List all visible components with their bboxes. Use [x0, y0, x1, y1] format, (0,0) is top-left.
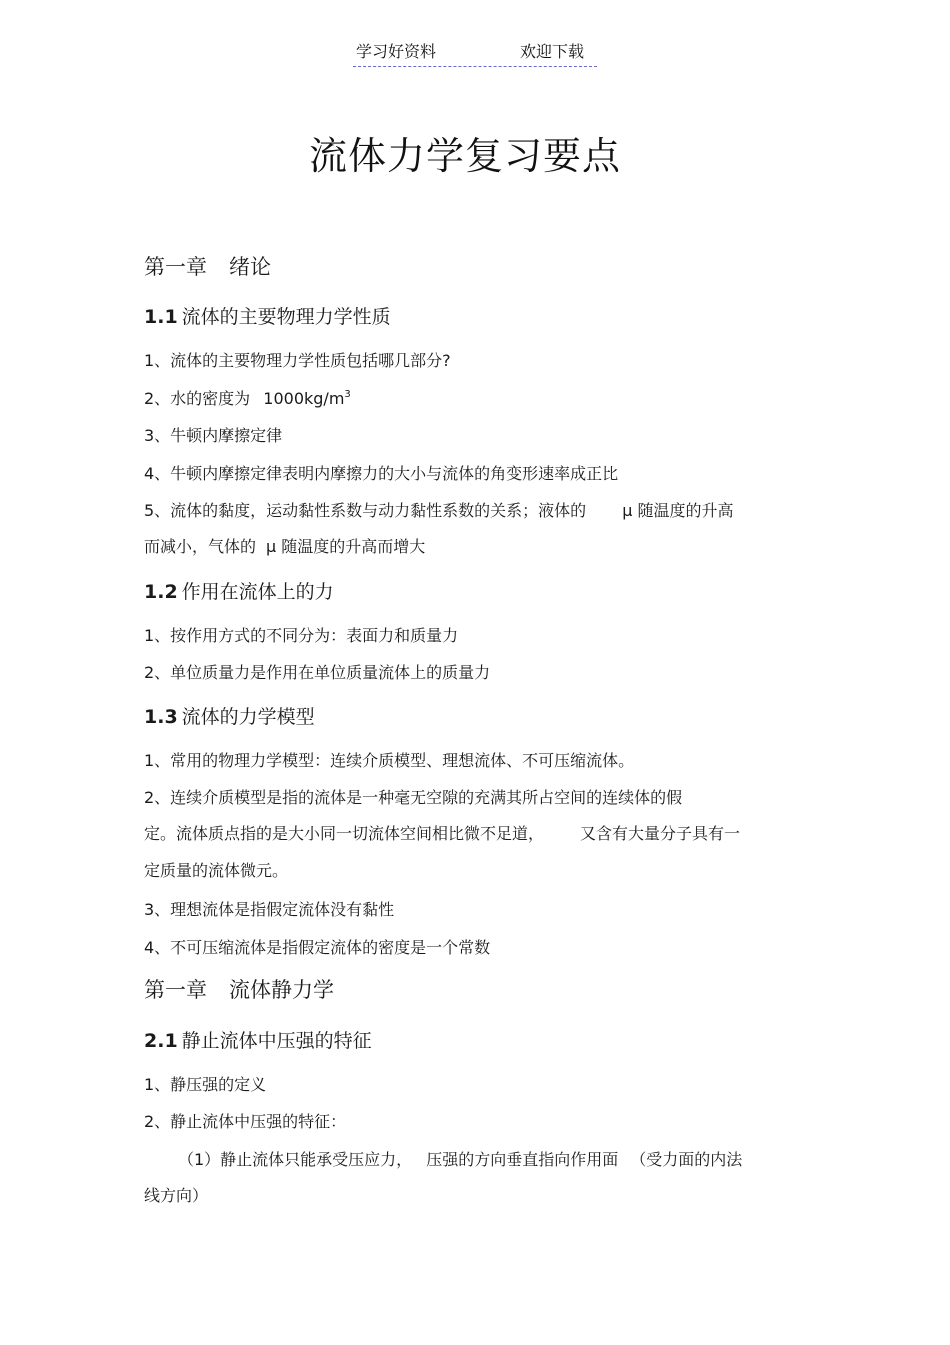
list-item: 2、单位质量力是作用在单位质量流体上的质量力 — [144, 663, 491, 682]
list-item-text: 压强的方向垂直指向作用面 — [426, 1150, 619, 1169]
section-number: 1.1 — [144, 306, 178, 328]
list-item: 3、牛顿内摩擦定律 — [144, 426, 283, 445]
density-value: 1000kg/m — [263, 389, 345, 408]
document-title: 流体力学复习要点 — [308, 134, 621, 178]
section-title: 流体的力学模型 — [181, 706, 315, 728]
section-1-2-heading — [144, 578, 334, 606]
list-item-subpoint — [144, 1148, 742, 1172]
list-item: 1、静压强的定义 — [144, 1075, 267, 1094]
header-left-text: 学习好资料 — [356, 42, 437, 61]
section-number: 1.2 — [144, 581, 178, 603]
list-item-text: （受力面的内法 — [630, 1150, 743, 1169]
list-item: 3、理想流体是指假定流体没有黏性 — [144, 900, 395, 919]
section-title: 流体的主要物理力学性质 — [181, 306, 391, 328]
chapter-2-heading — [144, 975, 334, 1005]
chapter-2-name: 流体静力学 — [229, 978, 334, 1002]
list-item-text: μ 随温度的升高而增大 — [266, 537, 426, 556]
list-item-viscosity-cont — [144, 535, 425, 559]
chapter-1-label: 第一章 — [144, 255, 207, 279]
page-header — [353, 40, 597, 67]
chapter-1-name: 绪论 — [229, 255, 271, 279]
section-number: 1.3 — [144, 706, 178, 728]
list-item-text: 2、水的密度为 — [144, 389, 251, 408]
section-2-1-heading — [144, 1027, 372, 1055]
section-title: 静止流体中压强的特征 — [181, 1030, 372, 1052]
chapter-1-heading — [144, 252, 271, 282]
list-item: 2、静止流体中压强的特征： — [144, 1112, 347, 1131]
list-item-density — [144, 387, 351, 411]
list-item-text: 而减小，气体的 — [144, 537, 257, 556]
list-item-cont: 定质量的流体微元。 — [144, 861, 289, 880]
list-item-viscosity — [144, 499, 733, 523]
section-number: 2.1 — [144, 1030, 178, 1052]
chapter-2-label: 第一章 — [144, 978, 207, 1002]
list-item: 1、常用的物理力学模型：连续介质模型、理想流体、不可压缩流体。 — [144, 751, 635, 770]
list-item: 4、不可压缩流体是指假定流体的密度是一个常数 — [144, 938, 491, 957]
list-item-text: μ 随温度的升高 — [622, 501, 734, 520]
section-1-3-heading — [144, 703, 315, 731]
list-item-cont: 线方向） — [144, 1186, 209, 1205]
density-exponent: 3 — [344, 389, 351, 400]
list-item-cont — [144, 822, 740, 846]
list-item-text: 5、流体的黏度，运动黏性系数与动力黏性系数的关系；液体的 — [144, 501, 587, 520]
list-item-text: （1）静止流体只能承受压应力， — [178, 1150, 413, 1169]
list-item: 2、连续介质模型是指的流体是一种毫无空隙的充满其所占空间的连续体的假 — [144, 788, 683, 807]
list-item: 1、流体的主要物理力学性质包括哪几部分? — [144, 351, 451, 370]
list-item-text: 又含有大量分子具有一 — [580, 824, 741, 843]
list-item: 4、牛顿内摩擦定律表明内摩擦力的大小与流体的角变形速率成正比 — [144, 464, 619, 483]
section-1-1-heading — [144, 303, 391, 331]
list-item: 1、按作用方式的不同分为：表面力和质量力 — [144, 626, 459, 645]
section-title: 作用在流体上的力 — [181, 581, 334, 603]
list-item-text: 定。流体质点指的是大小同一切流体空间相比微不足道， — [144, 824, 545, 843]
header-right-text: 欢迎下载 — [520, 42, 585, 61]
